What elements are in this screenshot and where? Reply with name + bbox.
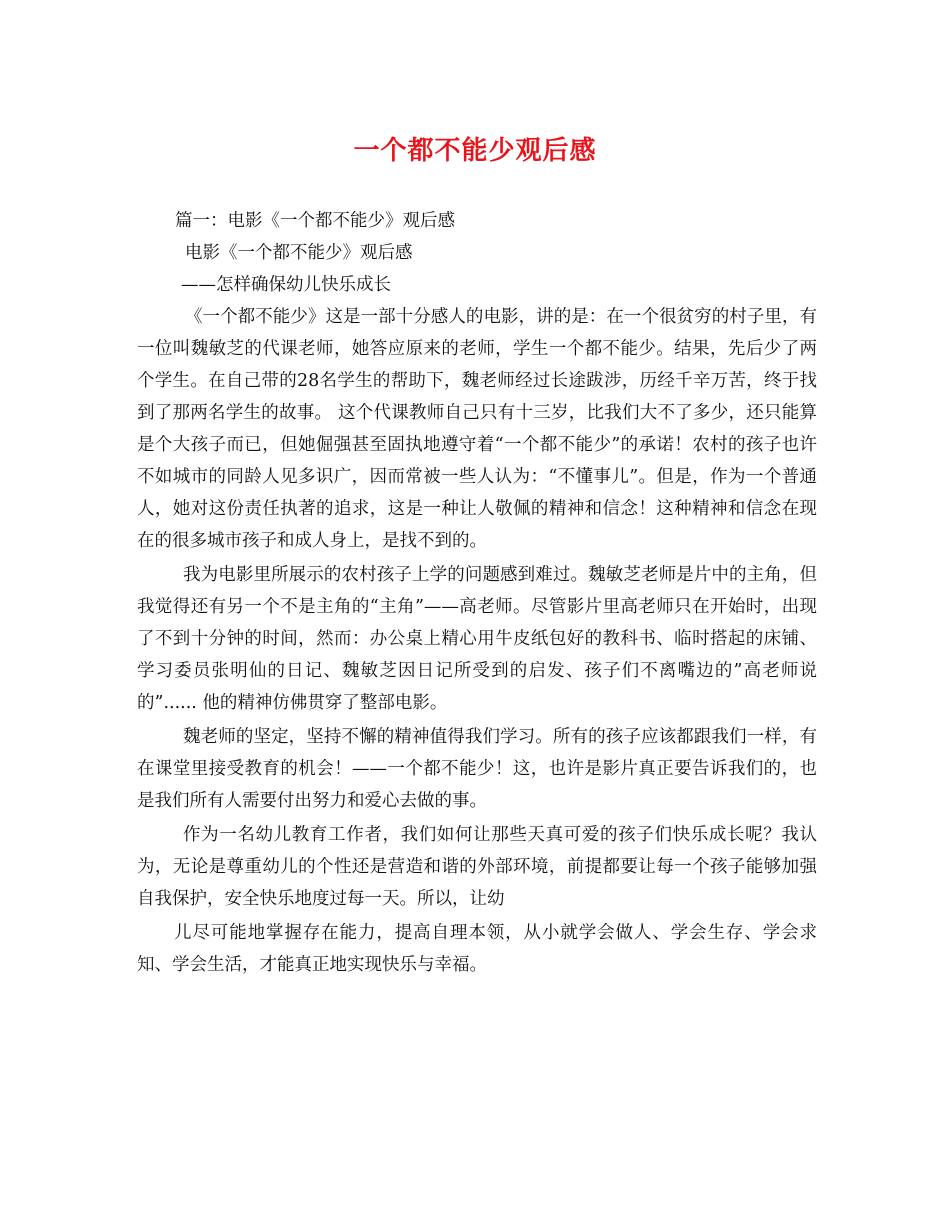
- paragraph-4: 作为一名幼儿教育工作者，我们如何让那些天真可爱的孩子们快乐成长呢？我认为，无论是尊重幼儿的个性还是营造和谐的外部环境，前提都要让每一个孩子能够加强自我保护，安全快乐地度过每一天。所以，让幼: [137, 825, 817, 909]
- paragraph-2: 我为电影里所展示的农村孩子上学的问题感到难过。魏敏芝老师是片中的主角，但我觉得还有另一个不是主角的“主角”——高老师。尽管影片里高老师只在开始时，出现了不到十分钟的时间，然而：办公桌上精心用牛皮纸包好的教科书、临时搭起的床铺、学习委员张明仙的日记、魏敏芝因日记所受到的启发、孩子们不离嘴边的”高老师说的”...... 他的精神仿佛贯穿了整部电影。: [137, 565, 817, 713]
- paragraph-1: 《一个都不能少》这是一部十分感人的电影，讲的是：在一个很贫穷的村子里，有一位叫魏敏芝的代课老师，她答应原来的老师，学生一个都不能少。结果，先后少了两个学生。在自己带的28名学生的帮助下，魏老师经过长途跋涉，历经千辛万苦，终于找到了那两名学生的故事。 这个代课教师自己只有十三岁，比我们大不了多少，还只能算是个大孩子而已，但她倔强甚至固执地遵守着“一个都不能少”的承诺！农村的孩子也许不如城市的同龄人见多识广，因而常被一些人认为：“不懂事儿”。但是，作为一个普通人，她对这份责任执著的追求，这是一种让人敬佩的精神和信念！这种精神和信念在现在的很多城市孩子和成人身上，是找不到的。: [137, 307, 817, 551]
- paragraph-3: 魏老师的坚定，坚持不懈的精神值得我们学习。所有的孩子应该都跟我们一样，有在课堂里接受教育的机会！——一个都不能少！这，也许是影片真正要告诉我们的，也是我们所有人需要付出努力和爱心去做的事。: [137, 727, 817, 811]
- film-subtitle: 电影《一个都不能少》观后感: [185, 243, 413, 263]
- document-title: 一个都不能少观后感: [353, 136, 597, 166]
- chapter-heading: 篇一：电影《一个都不能少》观后感: [175, 211, 455, 231]
- paragraph-5: 儿尽可能地掌握存在能力，提高自理本领，从小就学会做人、学会生存、学会求知、学会生活，才能真正地实现快乐与幸福。: [137, 923, 817, 975]
- film-subtitle-dash: ——怎样确保幼儿快乐成长: [181, 275, 391, 295]
- document-body: [137, 205, 817, 981]
